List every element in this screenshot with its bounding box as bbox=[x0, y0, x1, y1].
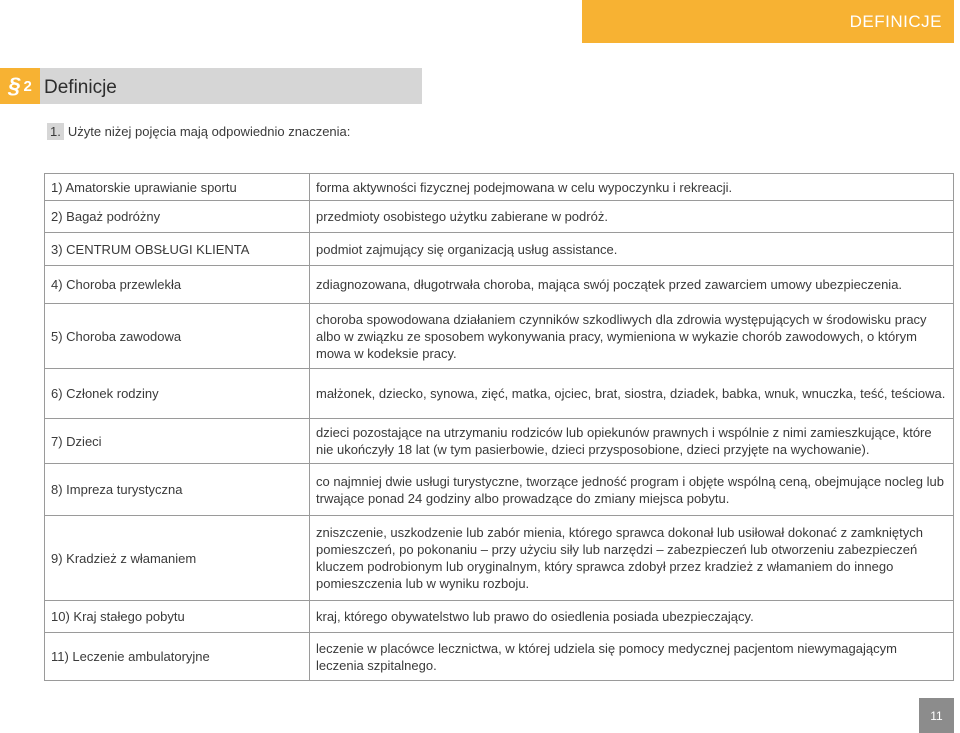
definition-term: 8) Impreza turystyczna bbox=[51, 482, 183, 497]
definition-term: 6) Członek rodziny bbox=[51, 386, 159, 401]
definition-row bbox=[45, 233, 953, 266]
definition-row bbox=[45, 601, 953, 633]
definition-row bbox=[45, 369, 953, 419]
definition-text: zniszczenie, uszkodzenie lub zabór mienia, którego sprawca dokonał lub usiłował dokonać z zamkniętych pomieszczeń, po pokonaniu – przy użyciu siły lub narzędzi – zabezpieczeń lub otworzeniu zabezpieczeń kluczem podrobionym lub oryginalnym, który sprawca zdobył przez kradzież z włamaniem do innego pomieszczenia lub w wyniku rozboju. bbox=[309, 516, 953, 600]
definition-text: dzieci pozostające na utrzymaniu rodziców lub opiekunów prawnych i wspólnie z nimi zamieszkujące, które nie ukończyły 18 lat (w tym pasierbowie, dzieci przysposobione, dzieci przyjęte na wychowanie). bbox=[309, 419, 953, 463]
definition-row bbox=[45, 174, 953, 201]
definition-text: podmiot zajmujący się organizacją usług assistance. bbox=[309, 233, 953, 265]
definition-text: forma aktywności fizycznej podejmowana w celu wypoczynku i rekreacji. bbox=[309, 174, 953, 200]
definition-text: przedmioty osobistego użytku zabierane w podróż. bbox=[309, 201, 953, 232]
definition-term: 4) Choroba przewlekła bbox=[51, 277, 182, 292]
definition-row bbox=[45, 633, 953, 680]
definition-term: 7) Dzieci bbox=[51, 433, 102, 449]
definitions-table bbox=[44, 173, 954, 681]
intro-number: 1. bbox=[47, 123, 64, 140]
definition-text: co najmniej dwie usługi turystyczne, tworzące jedność program i objęte wspólną ceną, obejmujące nocleg lub trwające ponad 24 godziny albo prowadzące do zmiany miejsca pobytu. bbox=[309, 464, 953, 515]
definition-text: zdiagnozowana, długotrwała choroba, mająca swój początek przed zawarciem umowy ubezpieczenia. bbox=[309, 266, 953, 303]
definition-row bbox=[45, 266, 953, 304]
definition-term: 9) Kradzież z włamaniem bbox=[51, 550, 197, 566]
definition-row bbox=[45, 516, 953, 601]
definition-row bbox=[45, 304, 953, 369]
intro-text: Użyte niżej pojęcia mają odpowiednio znaczenia: bbox=[67, 124, 351, 139]
intro-line bbox=[47, 123, 350, 140]
definition-text: leczenie w placówce lecznictwa, w której udziela się pomocy medycznej pacjentom niewymagającym leczenia szpitalnego. bbox=[309, 633, 953, 680]
definition-term: 10) Kraj stałego pobytu bbox=[51, 609, 185, 624]
definition-text: kraj, którego obywatelstwo lub prawo do osiedlenia posiada ubezpieczający. bbox=[309, 601, 953, 632]
section-bar bbox=[0, 68, 422, 104]
section-title: Definicje bbox=[44, 77, 117, 98]
definition-term: 3) CENTRUM OBSŁUGI KLIENTA bbox=[51, 241, 250, 257]
header-tab bbox=[582, 0, 954, 43]
header-tab-label: DEFINICJE bbox=[849, 11, 942, 31]
definition-row bbox=[45, 201, 953, 233]
definition-term: 1) Amatorskie uprawianie sportu bbox=[51, 179, 237, 195]
paragraph-sign: § bbox=[8, 73, 21, 98]
definition-text: małżonek, dziecko, synowa, zięć, matka, ojciec, brat, siostra, dziadek, babka, wnuk, wnuczka, teść, teściowa. bbox=[309, 369, 953, 418]
page-number-label: 11 bbox=[930, 708, 943, 723]
definition-term: 2) Bagaż podróżny bbox=[51, 209, 161, 224]
section-mark bbox=[0, 68, 40, 104]
definition-row bbox=[45, 464, 953, 516]
definition-text: choroba spowodowana działaniem czynników szkodliwych dla zdrowia występujących w środowisku pracy albo w związku ze sposobem wykonywania pracy, wymieniona w wykazie chorób zawodowych, o którym mowa w kodeksie pracy. bbox=[309, 304, 953, 368]
page-number bbox=[919, 698, 954, 733]
definition-term: 5) Choroba zawodowa bbox=[51, 328, 182, 344]
definition-row bbox=[45, 419, 953, 464]
section-number: 2 bbox=[23, 77, 32, 95]
definition-term: 11) Leczenie ambulatoryjne bbox=[51, 649, 210, 664]
